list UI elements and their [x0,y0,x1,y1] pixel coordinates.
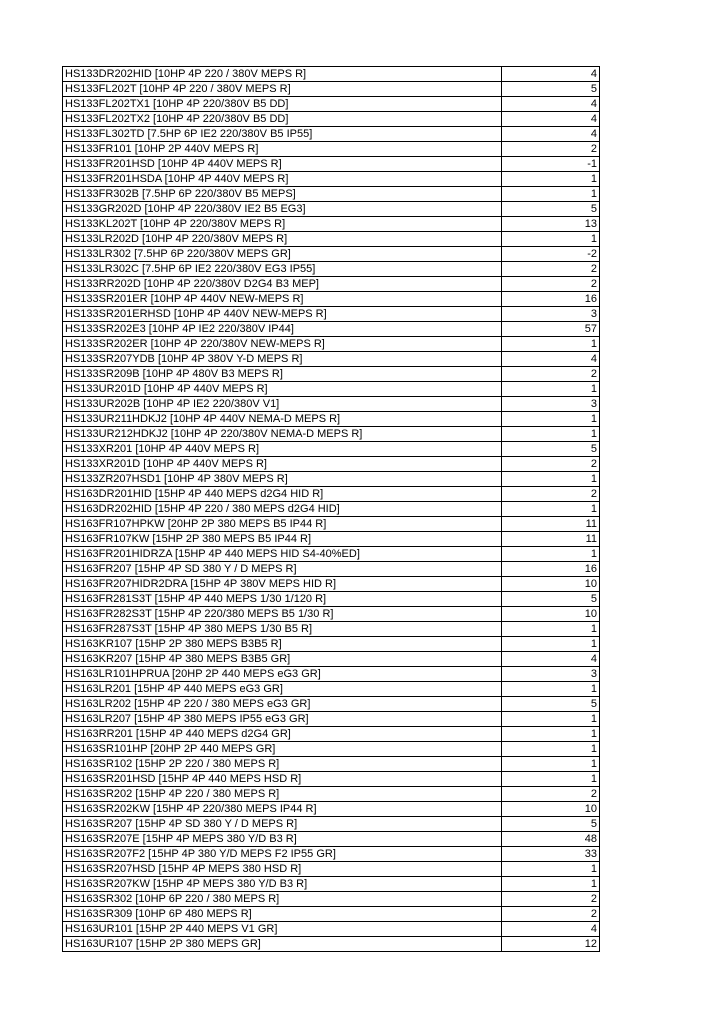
item-description-cell: HS163FR107KW [15HP 2P 380 MEPS B5 IP44 R] [63,532,502,547]
quantity-cell: 1 [502,757,600,772]
quantity-cell: 10 [502,577,600,592]
quantity-cell: -2 [502,247,600,262]
item-description-cell: HS163SR207F2 [15HP 4P 380 Y/D MEPS F2 IP55 GR] [63,847,502,862]
quantity-cell: 4 [502,922,600,937]
item-description-cell: HS163RR201 [15HP 4P 440 MEPS d2G4 GR] [63,727,502,742]
quantity-cell: 3 [502,397,600,412]
item-description-cell: HS133RR202D [10HP 4P 220/380V D2G4 B3 MEP] [63,277,502,292]
table-row [63,622,600,637]
quantity-cell: 13 [502,217,600,232]
item-description-cell: HS133SR202ER [10HP 4P 220/380V NEW-MEPS R] [63,337,502,352]
table-row [63,727,600,742]
table-row [63,247,600,262]
table-row [63,787,600,802]
table-row [63,277,600,292]
table-row [63,127,600,142]
quantity-cell: 1 [502,637,600,652]
table-row [63,817,600,832]
item-description-cell: HS133KL202T [10HP 4P 220/380V MEPS R] [63,217,502,232]
quantity-cell: 1 [502,877,600,892]
quantity-cell: 2 [502,142,600,157]
item-description-cell: HS163LR202 [15HP 4P 220 / 380 MEPS eG3 GR] [63,697,502,712]
table-row [63,217,600,232]
table-row [63,907,600,922]
item-description-cell: HS163FR207HIDR2DRA [15HP 4P 380V MEPS HID R] [63,577,502,592]
quantity-cell: -1 [502,157,600,172]
table-row [63,742,600,757]
item-description-cell: HS163FR201HIDRZA [15HP 4P 440 MEPS HID S4-40%ED] [63,547,502,562]
quantity-cell: 5 [502,442,600,457]
item-description-cell: HS133LR202D [10HP 4P 220/380V MEPS R] [63,232,502,247]
item-description-cell: HS163DR201HID [15HP 4P 440 MEPS d2G4 HID R] [63,487,502,502]
quantity-cell: 3 [502,667,600,682]
quantity-cell: 3 [502,307,600,322]
item-description-cell: HS163LR207 [15HP 4P 380 MEPS IP55 eG3 GR] [63,712,502,727]
quantity-cell: 4 [502,67,600,82]
item-description-cell: HS133SR201ER [10HP 4P 440V NEW-MEPS R] [63,292,502,307]
item-description-cell: HS133DR202HID [10HP 4P 220 / 380V MEPS R] [63,67,502,82]
quantity-cell: 1 [502,172,600,187]
table-row [63,412,600,427]
table-row [63,202,600,217]
table-row [63,607,600,622]
item-description-cell: HS163SR207 [15HP 4P SD 380 Y / D MEPS R] [63,817,502,832]
item-description-cell: HS163FR282S3T [15HP 4P 220/380 MEPS B5 1/30 R] [63,607,502,622]
table-row [63,442,600,457]
item-description-cell: HS133LR302 [7.5HP 6P 220/380V MEPS GR] [63,247,502,262]
quantity-cell: 48 [502,832,600,847]
item-description-cell: HS133FL302TD [7.5HP 6P IE2 220/380V B5 IP55] [63,127,502,142]
table-row [63,592,600,607]
inventory-table-body [63,67,600,952]
table-row [63,112,600,127]
item-description-cell: HS163FR281S3T [15HP 4P 440 MEPS 1/30 1/120 R] [63,592,502,607]
quantity-cell: 1 [502,682,600,697]
quantity-cell: 1 [502,382,600,397]
table-row [63,142,600,157]
item-description-cell: HS133UR201D [10HP 4P 440V MEPS R] [63,382,502,397]
quantity-cell: 2 [502,892,600,907]
item-description-cell: HS133XR201 [10HP 4P 440V MEPS R] [63,442,502,457]
table-row [63,97,600,112]
table-row [63,67,600,82]
quantity-cell: 2 [502,487,600,502]
item-description-cell: HS163SR302 [10HP 6P 220 / 380 MEPS R] [63,892,502,907]
item-description-cell: HS163SR202 [15HP 4P 220 / 380 MEPS R] [63,787,502,802]
table-row [63,652,600,667]
table-row [63,637,600,652]
item-description-cell: HS133GR202D [10HP 4P 220/380V IE2 B5 EG3] [63,202,502,217]
item-description-cell: HS163LR201 [15HP 4P 440 MEPS eG3 GR] [63,682,502,697]
quantity-cell: 57 [502,322,600,337]
quantity-cell: 5 [502,592,600,607]
quantity-cell: 1 [502,337,600,352]
item-description-cell: HS133FL202T [10HP 4P 220 / 380V MEPS R] [63,82,502,97]
quantity-cell: 1 [502,472,600,487]
quantity-cell: 1 [502,427,600,442]
table-row [63,937,600,952]
table-row [63,517,600,532]
item-description-cell: HS133FR201HSDA [10HP 4P 440V MEPS R] [63,172,502,187]
table-row [63,697,600,712]
item-description-cell: HS163FR207 [15HP 4P SD 380 Y / D MEPS R] [63,562,502,577]
quantity-cell: 4 [502,112,600,127]
quantity-cell: 1 [502,772,600,787]
item-description-cell: HS163SR207E [15HP 4P MEPS 380 Y/D B3 R] [63,832,502,847]
item-description-cell: HS163FR107HPKW [20HP 2P 380 MEPS B5 IP44 R] [63,517,502,532]
table-row [63,157,600,172]
item-description-cell: HS133FR201HSD [10HP 4P 440V MEPS R] [63,157,502,172]
quantity-cell: 5 [502,202,600,217]
quantity-cell: 2 [502,787,600,802]
quantity-cell: 16 [502,292,600,307]
item-description-cell: HS133FL202TX1 [10HP 4P 220/380V B5 DD] [63,97,502,112]
item-description-cell: HS163FR287S3T [15HP 4P 380 MEPS 1/30 B5 R] [63,622,502,637]
quantity-cell: 1 [502,622,600,637]
quantity-cell: 5 [502,697,600,712]
quantity-cell: 11 [502,517,600,532]
table-row [63,862,600,877]
quantity-cell: 16 [502,562,600,577]
table-row [63,667,600,682]
table-row [63,367,600,382]
table-row [63,292,600,307]
table-row [63,577,600,592]
quantity-cell: 12 [502,937,600,952]
quantity-cell: 11 [502,532,600,547]
item-description-cell: HS163SR202KW [15HP 4P 220/380 MEPS IP44 R] [63,802,502,817]
quantity-cell: 1 [502,547,600,562]
quantity-cell: 1 [502,232,600,247]
item-description-cell: HS163UR101 [15HP 2P 440 MEPS V1 GR] [63,922,502,937]
item-description-cell: HS163SR309 [10HP 6P 480 MEPS R] [63,907,502,922]
item-description-cell: HS133LR302C [7.5HP 6P IE2 220/380V EG3 IP55] [63,262,502,277]
item-description-cell: HS163UR107 [15HP 2P 380 MEPS GR] [63,937,502,952]
table-row [63,847,600,862]
quantity-cell: 1 [502,187,600,202]
table-row [63,532,600,547]
table-row [63,172,600,187]
table-row [63,307,600,322]
quantity-cell: 5 [502,817,600,832]
quantity-cell: 4 [502,97,600,112]
item-description-cell: HS133UR202B [10HP 4P IE2 220/380V V1] [63,397,502,412]
table-row [63,712,600,727]
quantity-cell: 33 [502,847,600,862]
item-description-cell: HS133SR201ERHSD [10HP 4P 440V NEW-MEPS R] [63,307,502,322]
item-description-cell: HS163KR107 [15HP 2P 380 MEPS B3B5 R] [63,637,502,652]
quantity-cell: 1 [502,412,600,427]
quantity-cell: 1 [502,862,600,877]
inventory-table [62,66,600,952]
item-description-cell: HS133ZR207HSD1 [10HP 4P 380V MEPS R] [63,472,502,487]
quantity-cell: 4 [502,652,600,667]
table-row [63,892,600,907]
item-description-cell: HS133SR202E3 [10HP 4P IE2 220/380V IP44] [63,322,502,337]
item-description-cell: HS133FR101 [10HP 2P 440V MEPS R] [63,142,502,157]
table-row [63,562,600,577]
table-row [63,382,600,397]
quantity-cell: 2 [502,457,600,472]
table-row [63,457,600,472]
table-row [63,487,600,502]
item-description-cell: HS163DR202HID [15HP 4P 220 / 380 MEPS d2G4 HID] [63,502,502,517]
item-description-cell: HS163KR207 [15HP 4P 380 MEPS B3B5 GR] [63,652,502,667]
table-row [63,187,600,202]
quantity-cell: 2 [502,367,600,382]
item-description-cell: HS133UR212HDKJ2 [10HP 4P 220/380V NEMA-D MEPS R] [63,427,502,442]
item-description-cell: HS163LR101HPRUA [20HP 2P 440 MEPS eG3 GR] [63,667,502,682]
table-row [63,802,600,817]
table-row [63,832,600,847]
table-row [63,262,600,277]
table-row [63,682,600,697]
table-row [63,877,600,892]
item-description-cell: HS133UR211HDKJ2 [10HP 4P 440V NEMA-D MEPS R] [63,412,502,427]
quantity-cell: 4 [502,352,600,367]
table-row [63,772,600,787]
table-row [63,472,600,487]
quantity-cell: 5 [502,82,600,97]
item-description-cell: HS163SR207HSD [15HP 4P MEPS 380 HSD R] [63,862,502,877]
item-description-cell: HS133XR201D [10HP 4P 440V MEPS R] [63,457,502,472]
quantity-cell: 1 [502,742,600,757]
table-row [63,232,600,247]
quantity-cell: 4 [502,127,600,142]
table-row [63,502,600,517]
quantity-cell: 1 [502,727,600,742]
item-description-cell: HS133SR207YDB [10HP 4P 380V Y-D MEPS R] [63,352,502,367]
table-row [63,427,600,442]
table-row [63,757,600,772]
table-row [63,352,600,367]
table-row [63,397,600,412]
item-description-cell: HS133FL202TX2 [10HP 4P 220/380V B5 DD] [63,112,502,127]
quantity-cell: 10 [502,607,600,622]
quantity-cell: 1 [502,502,600,517]
item-description-cell: HS133SR209B [10HP 4P 480V B3 MEPS R] [63,367,502,382]
item-description-cell: HS163SR101HP [20HP 2P 440 MEPS GR] [63,742,502,757]
table-row [63,337,600,352]
table-row [63,82,600,97]
quantity-cell: 2 [502,277,600,292]
item-description-cell: HS163SR207KW [15HP 4P MEPS 380 Y/D B3 R] [63,877,502,892]
item-description-cell: HS163SR201HSD [15HP 4P 440 MEPS HSD R] [63,772,502,787]
item-description-cell: HS163SR102 [15HP 2P 220 / 380 MEPS R] [63,757,502,772]
table-row [63,922,600,937]
item-description-cell: HS133FR302B [7.5HP 6P 220/380V B5 MEPS] [63,187,502,202]
quantity-cell: 1 [502,712,600,727]
quantity-cell: 2 [502,907,600,922]
table-row [63,322,600,337]
quantity-cell: 10 [502,802,600,817]
table-row [63,547,600,562]
quantity-cell: 2 [502,262,600,277]
